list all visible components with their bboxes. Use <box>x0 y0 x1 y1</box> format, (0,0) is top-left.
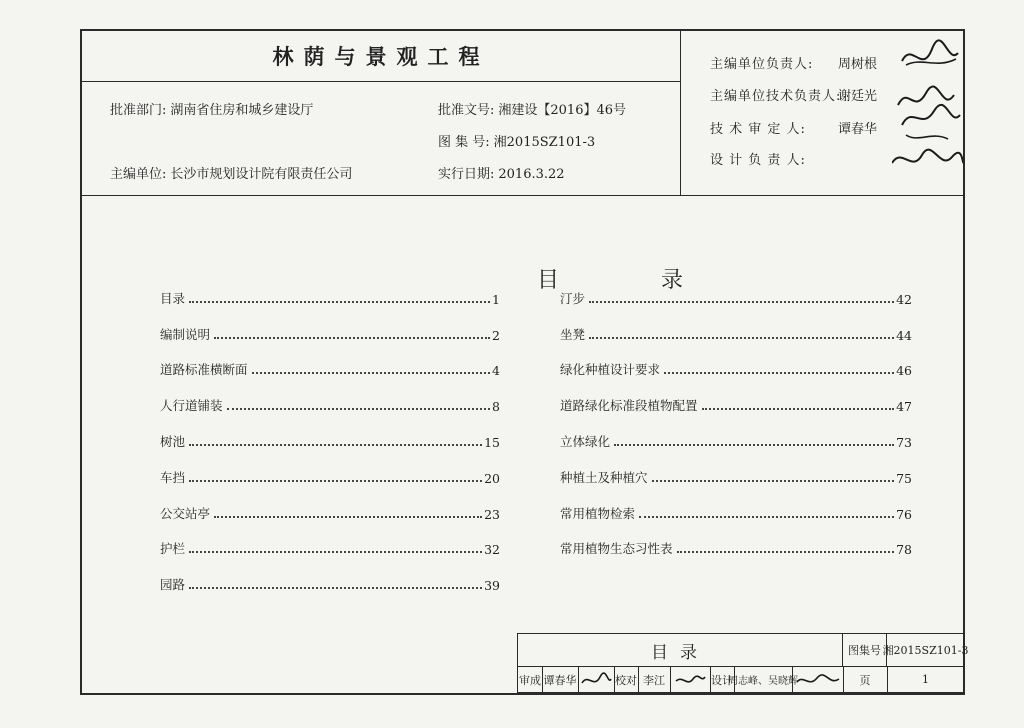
toc-entry[interactable] <box>160 432 500 450</box>
signature-row <box>710 85 877 104</box>
checker-signature <box>670 667 710 692</box>
toc-entry-label: 园路 <box>160 577 186 592</box>
handwritten-signatures <box>892 35 964 185</box>
toc-entry-label: 道路绿化标准段植物配置 <box>560 398 698 413</box>
toc-entry-label: 坐凳 <box>560 327 586 342</box>
leader-dots <box>252 372 491 374</box>
leader-dots <box>189 301 490 303</box>
toc-entry[interactable] <box>560 325 912 343</box>
toc-entry[interactable] <box>160 575 500 593</box>
toc-entry-page: 2 <box>492 328 500 343</box>
toc-entry-label: 道路标准横断面 <box>160 362 248 377</box>
toc-entry[interactable] <box>560 360 912 378</box>
toc-entry[interactable] <box>160 504 500 522</box>
toc-entry-label: 目录 <box>160 291 186 306</box>
approval-dept <box>110 99 313 118</box>
title-block-signoff-row <box>518 667 964 693</box>
signature-name: 谢廷光 <box>838 89 878 104</box>
toc-entry-page: 32 <box>484 542 500 557</box>
toc-entry-label: 树池 <box>160 434 186 449</box>
leader-dots <box>664 372 894 374</box>
leader-dots <box>639 516 894 518</box>
leader-dots <box>214 337 490 339</box>
page-number: 1 <box>922 673 929 686</box>
signature-row <box>710 149 838 168</box>
designer-signature <box>792 667 843 692</box>
effective-date-value: 2016.3.22 <box>498 167 565 182</box>
leader-dots <box>652 480 895 482</box>
atlas-no-label-cell: 图集号 <box>843 634 887 667</box>
toc-entry-page: 42 <box>896 292 912 307</box>
toc-entry[interactable] <box>560 504 912 522</box>
leader-dots <box>189 587 482 589</box>
editor-unit <box>110 163 352 182</box>
toc-entry-page: 20 <box>484 471 500 486</box>
toc-entry-page: 8 <box>492 399 500 414</box>
title-block-title: 目录 <box>518 634 843 667</box>
atlas-no-value: 湘2015SZ101-3 <box>493 135 596 150</box>
toc-entry-label: 绿化种植设计要求 <box>560 362 661 377</box>
toc-entry-page: 73 <box>896 435 912 450</box>
reviewer-signature <box>578 667 614 692</box>
toc-entry-label: 常用植物生态习性表 <box>560 541 673 556</box>
toc-entry-page: 23 <box>484 507 500 522</box>
signature-name: 谭春华 <box>838 122 878 137</box>
toc-entry-page: 4 <box>492 363 500 378</box>
toc-entry[interactable] <box>160 468 500 486</box>
approval-dept-label: 批准部门: <box>110 103 167 118</box>
toc-title-char: 录 <box>661 268 684 293</box>
toc-entry-page: 15 <box>484 435 500 450</box>
toc-entry-page: 47 <box>896 399 912 414</box>
toc-entry-label: 立体绿化 <box>560 434 611 449</box>
atlas-no-cell: 湘2015SZ101-3 <box>887 634 964 667</box>
leader-dots <box>589 337 894 339</box>
header-info <box>82 31 681 195</box>
atlas-title: 林荫与景观工程 <box>82 31 680 82</box>
toc-entry[interactable] <box>560 432 912 450</box>
toc-entry[interactable] <box>560 289 912 307</box>
toc-entry-label: 常用植物检索 <box>560 506 636 521</box>
leader-dots <box>189 480 482 482</box>
toc-entry-page: 46 <box>896 363 912 378</box>
header-block <box>82 31 963 196</box>
toc-entry-label: 护栏 <box>160 541 186 556</box>
toc-entry-label: 公交站亭 <box>160 506 211 521</box>
toc-entry-page: 78 <box>896 542 912 557</box>
effective-date <box>438 163 565 182</box>
review-label: 审成 <box>519 673 541 687</box>
leader-dots <box>189 444 482 446</box>
toc-entry-page: 75 <box>896 471 912 486</box>
approval-doc <box>438 99 626 118</box>
page-label: 页 <box>859 673 871 687</box>
leader-dots <box>677 551 895 553</box>
effective-date-label: 实行日期: <box>438 167 495 182</box>
leader-dots <box>614 444 894 446</box>
toc-entry[interactable] <box>560 468 912 486</box>
toc-entry[interactable] <box>160 360 500 378</box>
leader-dots <box>589 301 894 303</box>
atlas-no <box>438 131 595 150</box>
check-label: 校对 <box>615 673 637 687</box>
signature-role: 主编单位技术负责人: <box>710 89 842 104</box>
signature-role: 技 术 审 定 人: <box>710 122 806 137</box>
leader-dots <box>189 551 482 553</box>
checker-name: 李江 <box>643 673 665 687</box>
leader-dots <box>214 516 482 518</box>
editor-unit-label: 主编单位: <box>110 167 167 182</box>
toc-entry-page: 76 <box>896 507 912 522</box>
toc-entry-label: 编制说明 <box>160 327 211 342</box>
signature-row <box>710 118 877 137</box>
signature-row <box>710 53 877 72</box>
signature-role: 主编单位负责人: <box>710 57 814 72</box>
toc-entry[interactable] <box>160 325 500 343</box>
designer-name: 周志峰、吴晓辉 <box>728 676 798 687</box>
toc-entry[interactable] <box>160 396 500 414</box>
toc-entry[interactable] <box>560 396 912 414</box>
signature-role: 设 计 负 责 人: <box>710 153 806 168</box>
title-block <box>517 633 969 693</box>
drawing-frame <box>80 29 965 695</box>
toc-entry[interactable] <box>160 539 500 557</box>
toc-entry-page: 39 <box>484 578 500 593</box>
toc-entry-label: 种植土及种植穴 <box>560 470 648 485</box>
signature-name: 周树根 <box>838 57 878 72</box>
leader-dots <box>702 408 895 410</box>
approval-dept-value: 湖南省住房和城乡建设厅 <box>170 103 314 118</box>
atlas-no-label: 图 集 号: <box>438 135 490 150</box>
toc-entry[interactable] <box>560 539 912 557</box>
approval-doc-value: 湘建设【2016】46号 <box>498 103 627 118</box>
toc-title-char: 目 <box>537 268 560 293</box>
toc-entry-label: 人行道铺装 <box>160 398 223 413</box>
toc-entry-label: 汀步 <box>560 291 586 306</box>
leader-dots <box>227 408 491 410</box>
editor-unit-value: 长沙市规划设计院有限责任公司 <box>170 167 353 182</box>
approval-doc-label: 批准文号: <box>438 103 495 118</box>
reviewer-name: 谭春华 <box>543 673 577 687</box>
toc-entry-label: 车挡 <box>160 470 186 485</box>
design-label: 设计 <box>711 673 733 687</box>
toc-entry[interactable] <box>160 289 500 307</box>
toc-entry-page: 1 <box>492 292 500 307</box>
toc-entry-page: 44 <box>896 328 912 343</box>
